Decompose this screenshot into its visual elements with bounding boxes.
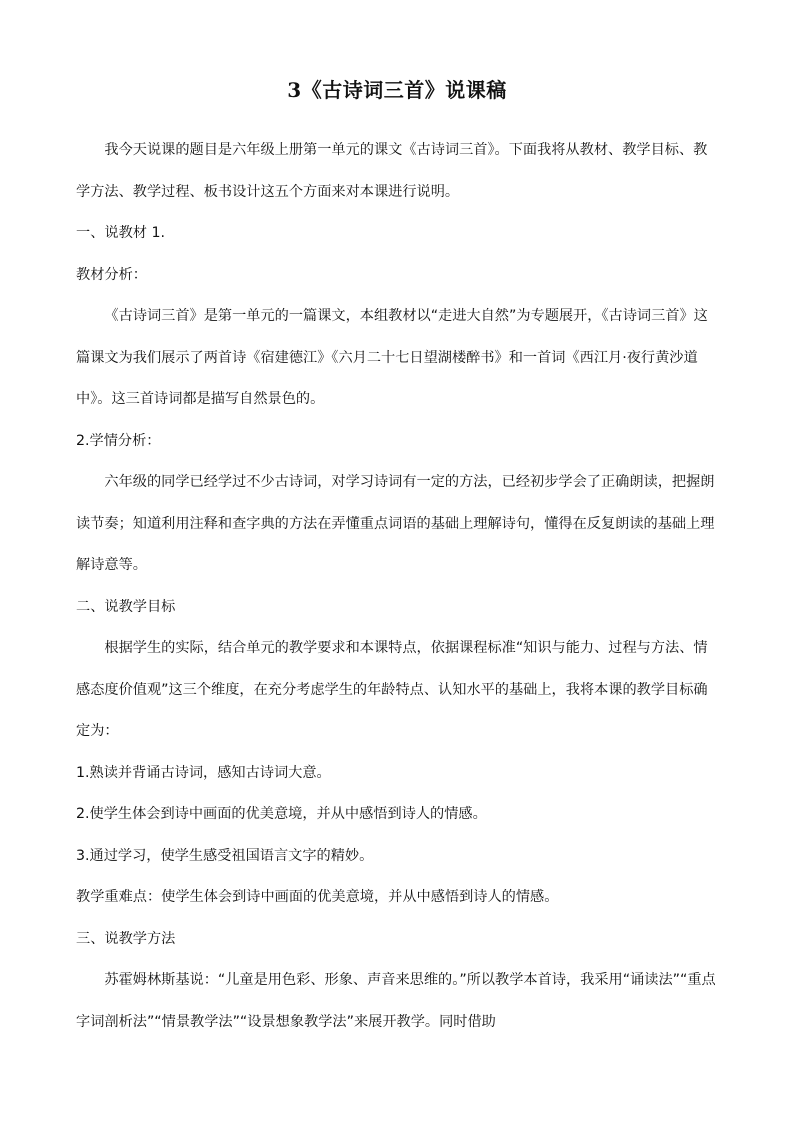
teaching-methods-paragraph: 苏霍姆林斯基说：“儿童是用色彩、形象、声音来思维的。”所以教学本首诗，我采用“诵读法”“重点字词剖析法”“情景教学法”“设景想象教学法”来展开教学。同时借助 [76, 972, 716, 1030]
key-difficulties-paragraph: 教学重难点：使学生体会到诗中画面的优美意境，并从中感悟到诗人的情感。 [76, 889, 559, 905]
section-heading-teaching-goals: 二、说教学目标 [76, 598, 176, 615]
teaching-goals-paragraph: 根据学生的实际，结合单元的教学要求和本课特点，依据课程标准“知识与能力、过程与方法、情感态度价值观”这三个维度，在充分考虑学生的年龄特点、认知水平的基础上，我将本课的教学目标确定为： [76, 640, 708, 739]
document-body [76, 130, 718, 1043]
student-analysis-paragraph: 六年级的同学已经学过不少古诗词，对学习诗词有一定的方法，已经初步学会了正确朗读，把握朗读节奏；知道利用注释和查字典的方法在弄懂重点词语的基础上理解诗句，懂得在反复朗读的基础上理解诗意等。 [76, 474, 715, 573]
subheading-student-analysis: 2.学情分析： [76, 432, 161, 449]
section-heading-teaching-methods: 三、说教学方法 [76, 930, 176, 947]
intro-paragraph: 我今天说课的题目是六年级上册第一单元的课文《古诗词三首》。下面我将从教材、教学目标、教学方法、教学过程、板书设计这五个方面来对本课进行说明。 [76, 142, 708, 200]
goal-item-2: 2.使学生体会到诗中画面的优美意境，并从中感悟到诗人的情感。 [76, 806, 487, 822]
document-title: 3《古诗词三首》说课稿 [287, 78, 507, 102]
goal-item-3: 3.通过学习，使学生感受祖国语言文字的精妙。 [76, 847, 374, 864]
section-heading-teaching-material: 一、说教材 1. [76, 225, 165, 241]
goal-item-1: 1.熟读并背诵古诗词，感知古诗词大意。 [76, 764, 331, 781]
subheading-material-analysis: 教材分析： [76, 266, 147, 283]
material-analysis-paragraph: 《古诗词三首》是第一单元的一篇课文，本组教材以“走进大自然”为专题展开，《古诗词三首》这篇课文为我们展示了两首诗《宿建德江》《六月二十七日望湖楼醉书》和一首词《西江月·夜行黄沙道中》。这三首诗词都是描写自然景色的。 [76, 308, 708, 407]
